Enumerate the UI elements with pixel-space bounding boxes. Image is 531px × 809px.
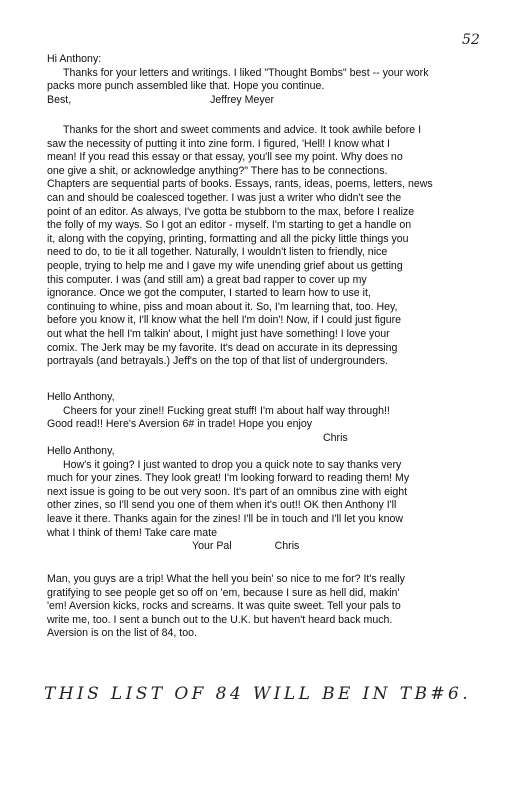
reply-line: Chapters are sequential parts of books. Essays, rants, ideas, poems, letters, news [47,178,433,191]
reply-line: it, along with the copying, printing, formatting and all the picky little things you [47,232,409,245]
letter-chris-1 [47,391,495,445]
reply-line: continuing to whine, piss and moan about it. So, I'm learning that, too. Hey, [47,300,398,313]
letter-signature: Chris [274,540,300,553]
letter-closing-row [47,540,495,554]
page-number: 52 [462,32,480,48]
letter-line: other zines, so I'll send you one of them when it's out!! OK then Anthony I'll [47,499,397,512]
letter-line: packs more punch assembled like that. Hope you continue. [47,80,325,93]
reply-line: mean! If you read this essay or that essay, you'll see my point. Why does no [47,151,403,164]
reply-line: comix. The Jerk may be my favorite. It's dead on accurate in its depressing [47,341,398,354]
letter-signature: Jeffrey Meyer [210,93,275,106]
reply-line: ignorance. Once we got the computer, I started to learn how to use it, [47,287,371,300]
reply-paragraph-2 [47,573,495,641]
letter-signature: Chris [323,431,348,444]
letter-line: much for your zines. They look great! I'm looking forward to reading them! My [47,472,410,485]
reply-line: point of an editor. As always, I've gotta be stubborn to the max, before I realize [47,205,415,218]
letter-greeting: Hello Anthony, [47,445,115,457]
reply-line: this computer. I was (and still am) a great bad rapper to cover up my [47,273,367,286]
reply-line: can and should be coalesced together. I was just a writer who didn't see the [47,191,402,204]
letter-chris-2 [47,445,495,554]
reply-line: saw the necessity of putting it into zine form. I figured, 'Hell! I know what I [47,137,390,150]
letter-line: Thanks for your letters and writings. I liked "Thought Bombs" best -- your work [63,66,429,79]
letter-line: Good read!! Here's Aversion 6# in trade! Hope you enjoy [47,418,313,431]
letter-line: Cheers for your zine!! Fucking great stuff! I'm about half way through!! [63,404,390,417]
reply-line: Man, you guys are a trip! What the hell you bein' so nice to me for? It's really [47,573,405,585]
letter-closing: Best, [47,93,72,106]
reply-line: people, trying to help me and I gave my wife unending grief about us getting [47,259,403,272]
reply-line: write me, too. I sent a bunch out to the U.K. but haven't heard back much. [47,613,393,626]
reply-line: the folly of my ways. So I got an editor - myself. I'm starting to get a handle on [47,219,412,232]
reply-line: gratifying to see people get so off on 'em, because I sure as hell did, makin' [47,586,400,599]
letter-line: next issue is going to be out very soon. It's part of an omnibus zine with eight [47,485,408,498]
reply-line: portrayals (and betrayals.) Jeff's on the top of that list of undergrounders. [47,355,389,368]
handwritten-note: THIS LIST OF 84 WILL BE IN TB#6. [44,684,472,704]
reply-line: one give a shit, or acknowledge anything?" There has to be connections. [47,164,388,177]
reply-line: out what the hell I'm talkin' about, I might just have something! I love your [47,327,390,340]
letter-line: How's it going? I just wanted to drop you a quick note to say thanks very [63,458,402,471]
reply-paragraph-1 [47,124,495,369]
reply-line: 'em! Aversion kicks, rocks and screams. It was quite sweet. Tell your pals to [47,600,401,613]
letter-line: what I think of them! Take care mate [47,526,217,539]
letter-jeffrey [47,53,495,107]
letter-greeting: Hello Anthony, [47,391,115,403]
reply-line: before you know it, I'll know what the hell I'm doin'! Now, if I could just figure [47,314,402,327]
reply-line: Aversion is on the list of 84, too. [47,627,197,640]
letter-greeting: Hi Anthony: [47,53,102,65]
letter-closing: Your Pal [192,540,232,553]
letter-closing-row [47,94,495,108]
reply-line: Thanks for the short and sweet comments and advice. It took awhile before I [63,124,422,136]
letter-line: leave it there. Thanks again for the zines! I'll be in touch and I'll let you know [47,512,404,525]
reply-line: need to do, to tie it all together. Naturally, I wouldn't listen to friendly, nice [47,246,388,259]
